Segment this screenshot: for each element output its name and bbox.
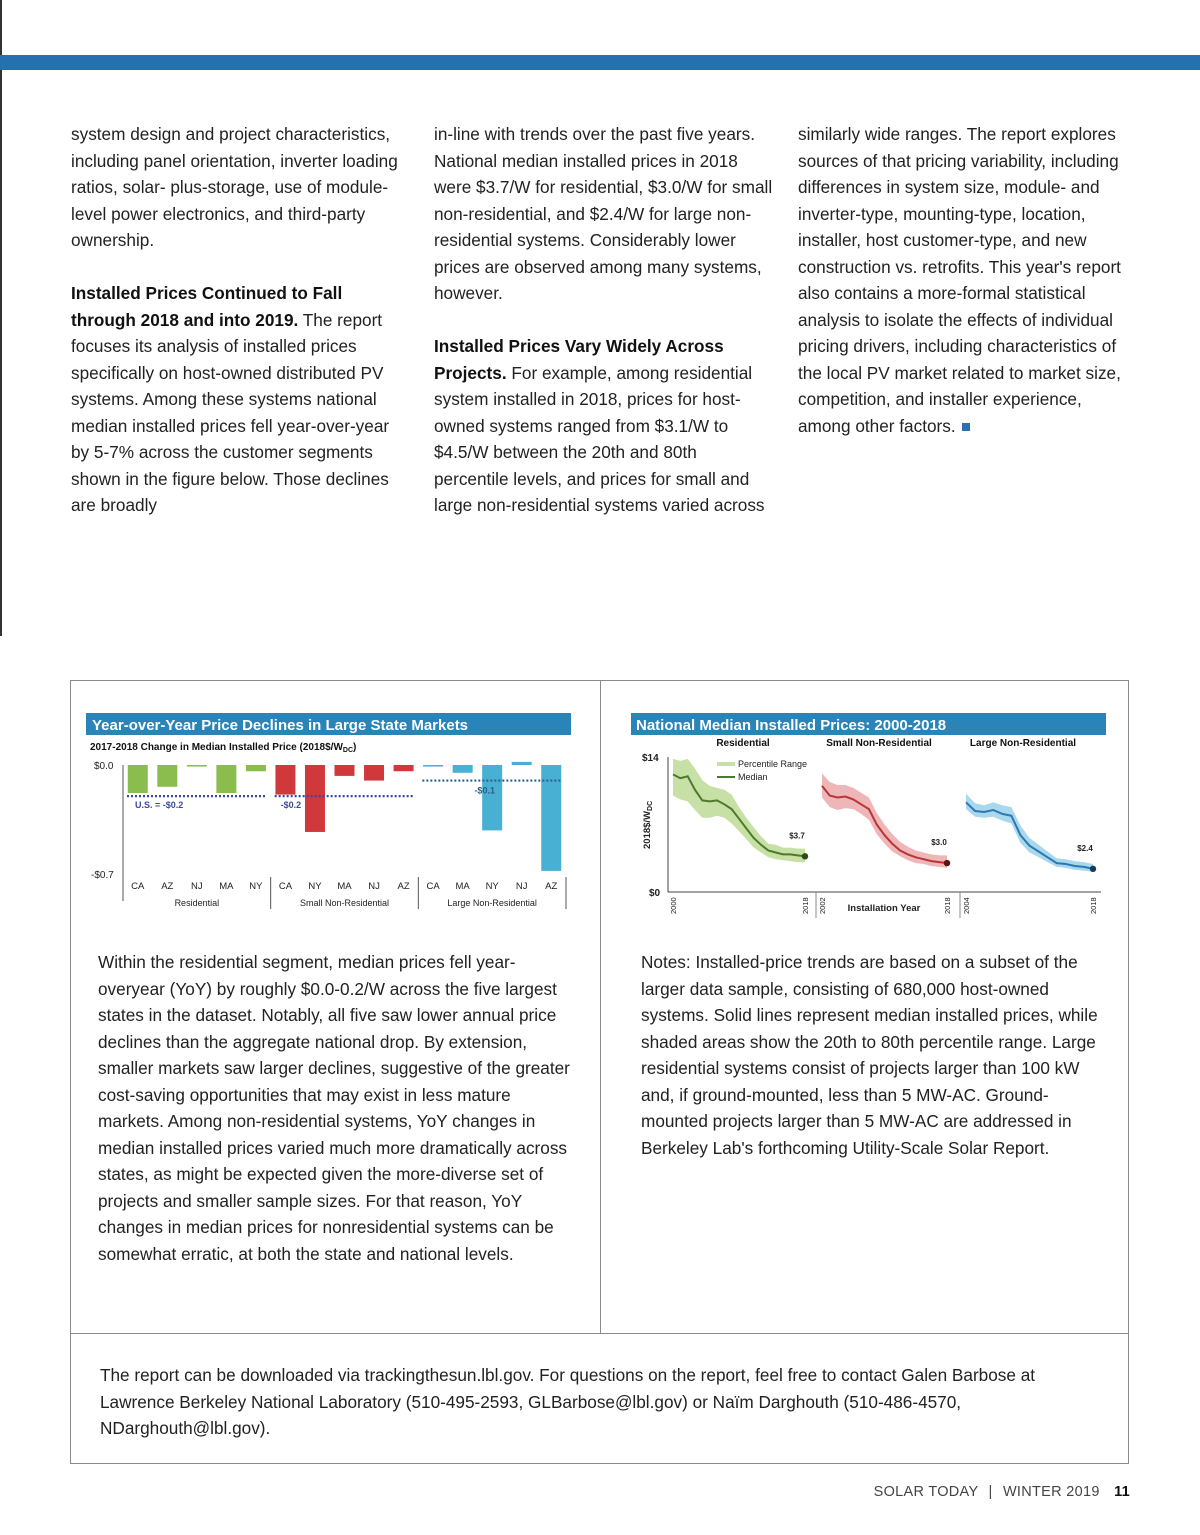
- report-download-note: The report can be downloaded via trackingthesun.lbl.gov. For questions on the report, feel free to contact Galen Barbose at Lawrence Berkeley National Laboratory (510-495-2593, GLBarbose@lbl.gov) or Naïm Darghouth (510-486-4570, NDarghouth@lbl.gov).: [100, 1365, 1036, 1438]
- col1-paragraph-1: system design and project characteristics, including panel orientation, inverter loading ratios, solar- plus-storage, use of module-level power electronics, and third-party ownership.: [71, 124, 398, 250]
- chart2-end-label-2: $2.4: [1077, 843, 1093, 853]
- chart1-xtick-label: NJ: [515, 881, 528, 892]
- chart2-x-end-1: 2018: [943, 897, 952, 914]
- chart2-end-point-2: [1090, 866, 1096, 872]
- chart1-bar-ma-1: [335, 765, 355, 776]
- chart2-panel-title-2: Large Non-Residential: [969, 738, 1077, 749]
- chart2-title: National Median Installed Prices: 2000-2018: [636, 717, 947, 734]
- chart1-xtick-label: AZ: [545, 881, 558, 892]
- col3-paragraph-1: [798, 121, 1138, 439]
- chart1-group-label: Small Non-Residential: [299, 898, 390, 908]
- chart2-ylabel-sub: DC: [647, 800, 654, 811]
- chart2-ytick-bottom: $0: [649, 888, 661, 899]
- chart2-panel-title-1: Small Non-Residential: [826, 738, 932, 749]
- chart1-xtick-label: CA: [278, 881, 293, 892]
- text-column-1: [71, 121, 411, 545]
- col2-heading: Installed Prices Vary Widely Across Projects.: [434, 336, 724, 383]
- chart2-x-start-1: 2002: [818, 897, 827, 914]
- chart1-group-label: Residential: [174, 898, 220, 908]
- chart1-bar-ny-1: [305, 765, 325, 832]
- yoy-price-decline-chart: [86, 711, 581, 911]
- chart1-xtick-label: NJ: [191, 881, 203, 892]
- chart1-bar-az-1: [394, 765, 414, 771]
- chart1-xtick-label: MA: [455, 881, 470, 892]
- caption-right: Notes: Installed-price trends are based on a subset of the larger data sample, consisting of 680,000 host-owned systems. Solid lines represent median installed prices, while shaded areas show the 20th to 80th percentile range. Large residential systems consist of projects larger than 100 kW and, if ground-mounted, less than 5 MW-AC. Ground-mounted projects larger than 5 MW-AC are addressed in Berkeley Lab's forthcoming Utility-Scale Solar Report.: [641, 952, 1098, 1158]
- chart2-x-start-2: 2004: [962, 897, 971, 914]
- col1-paragraph-2-text: The report focuses its analysis of installed prices specifically on host-owned distributed PV systems. Among these systems national median installed prices fell year-over-year by 5-7% across the customer segments shown in the figure below. Those declines are broadly: [71, 309, 390, 515]
- chart1-bar-az-0: [157, 765, 177, 787]
- chart1-subtitle-main: 2017-2018 Change in Median Installed Price (2018$/W: [90, 742, 343, 753]
- chart2-x-end-2: 2018: [1089, 897, 1098, 914]
- chart1-xtick-label: MA: [337, 881, 352, 892]
- footer-separator: |: [988, 1484, 993, 1500]
- chart1-bar-nj-2: [512, 762, 532, 765]
- chart1-xtick-label: MA: [219, 881, 234, 892]
- text-column-2: [434, 121, 774, 545]
- chart1-xtick-label: NY: [308, 881, 322, 892]
- chart1-xtick-label: CA: [131, 881, 145, 892]
- chart2-end-label-1: $3.0: [931, 838, 947, 848]
- col2-paragraph-1: in-line with trends over the past five years. National median installed prices in 2018 were $3.7/W for residential, $3.0/W for small non-residential, and $2.4/W for large non-residential systems. Considerably lower prices are observed among many systems, however.: [434, 124, 773, 303]
- chart1-bar-nj-0: [187, 765, 207, 767]
- issue-label: WINTER 2019: [1002, 1484, 1100, 1500]
- col2-paragraph-2-text: For example, among residential system installed in 2018, prices for host-owned systems ranged from $3.1/W to $4.5/W between the 20th and 80th percentile levels, and prices for small and large non-residential systems varied across: [434, 362, 765, 515]
- chart1-bar-ma-2: [453, 765, 473, 773]
- chart2-x-start-0: 2000: [669, 897, 678, 914]
- chart2-legend-median-label: Median: [738, 772, 768, 782]
- chart1-xtick-label: AZ: [161, 881, 174, 892]
- page-footer: [874, 1484, 1130, 1500]
- chart1-us-label-1: -$0.2: [280, 800, 302, 811]
- figure-vertical-divider: [600, 681, 601, 1333]
- figure-horizontal-divider: [71, 1333, 1128, 1334]
- col3-paragraph-1-text: similarly wide ranges. The report explores sources of that pricing variability, including differences in system size, module- and inverter-type, mounting-type, location, installer, host customer-type, and new construction vs. retrofits. This year's report also contains a more-formal statistical analysis to isolate the effects of individual pricing drivers, including characteristics of the local PV market related to market size, competition, and installer experience, among other factors.: [798, 124, 1121, 436]
- page-number: 11: [1114, 1484, 1130, 1500]
- col2-paragraph-2: [434, 333, 774, 519]
- chart1-us-label-0: U.S. = -$0.2: [135, 800, 184, 811]
- chart2-end-point-0: [802, 853, 808, 859]
- chart2-x-axis-label: Installation Year: [847, 903, 921, 914]
- chart1-us-label-2: -$0.1: [474, 785, 495, 796]
- chart1-xtick-label: NY: [249, 881, 263, 892]
- chart2-end-point-1: [944, 860, 950, 866]
- caption-left: Within the residential segment, median prices fell year-overyear (YoY) by roughly $0.0-0.2/W across the five largest states in the dataset. Notably, all five saw lower annual price declines than the aggregate national drop. By extension, smaller markets saw larger declines, suggestive of the greater cost-saving opportunities that may exist in less mature markets. Among non-residential systems, YoY changes in median installed prices varied much more dramatically across states, as might be expected given the more-diverse set of projects and smaller sample sizes. For that reason, YoY changes in median prices for nonresidential systems can be somewhat erratic, at both the state and national levels.: [98, 952, 570, 1264]
- chart1-bar-ca-0: [128, 765, 148, 793]
- chart1-xtick-label: NJ: [368, 881, 380, 892]
- chart2-end-label-0: $3.7: [789, 831, 805, 841]
- chart1-xtick-label: CA: [426, 881, 440, 892]
- chart1-group-label: Large Non-Residential: [447, 898, 537, 908]
- chart2-x-end-0: 2018: [801, 897, 810, 914]
- chart1-xtick-label: NY: [485, 881, 499, 892]
- chart2-ylabel-main: 2018$/W: [642, 810, 653, 849]
- chart1-ytick-bottom: -$0.7: [91, 870, 114, 881]
- chart1-ytick-top: $0.0: [94, 761, 114, 772]
- chart2-ytick-top: $14: [642, 753, 659, 764]
- chart1-title: Year-over-Year Price Declines in Large State Markets: [92, 717, 469, 734]
- chart1-bar-ny-0: [246, 765, 266, 771]
- chart1-bar-nj-1: [364, 765, 384, 781]
- figure-box: [70, 680, 1129, 1464]
- end-of-article-square-icon: [962, 423, 970, 431]
- col1-paragraph-2: [71, 280, 411, 519]
- chart2-panel-title-0: Residential: [716, 738, 770, 749]
- chart1-bar-ca-2: [423, 765, 443, 767]
- chart1-subtitle: [90, 742, 356, 754]
- header-accent-bar: [0, 55, 1200, 70]
- text-column-3: [798, 121, 1138, 466]
- chart2-legend-range-label: Percentile Range: [738, 759, 808, 769]
- col1-heading: Installed Prices Continued to Fall through 2018 and into 2019.: [71, 283, 343, 330]
- magazine-name: SOLAR TODAY: [873, 1484, 979, 1500]
- left-edge-rule: [0, 0, 2, 636]
- chart1-subtitle-end: ): [353, 742, 357, 753]
- chart1-subtitle-sub: DC: [342, 747, 354, 754]
- chart1-bar-ny-2: [482, 765, 502, 830]
- national-median-price-chart: [629, 711, 1109, 923]
- chart1-bar-ma-0: [216, 765, 236, 793]
- chart2-legend-range-swatch: [717, 762, 735, 766]
- chart1-xtick-label: AZ: [397, 881, 410, 892]
- chart1-bar-ca-1: [275, 765, 295, 795]
